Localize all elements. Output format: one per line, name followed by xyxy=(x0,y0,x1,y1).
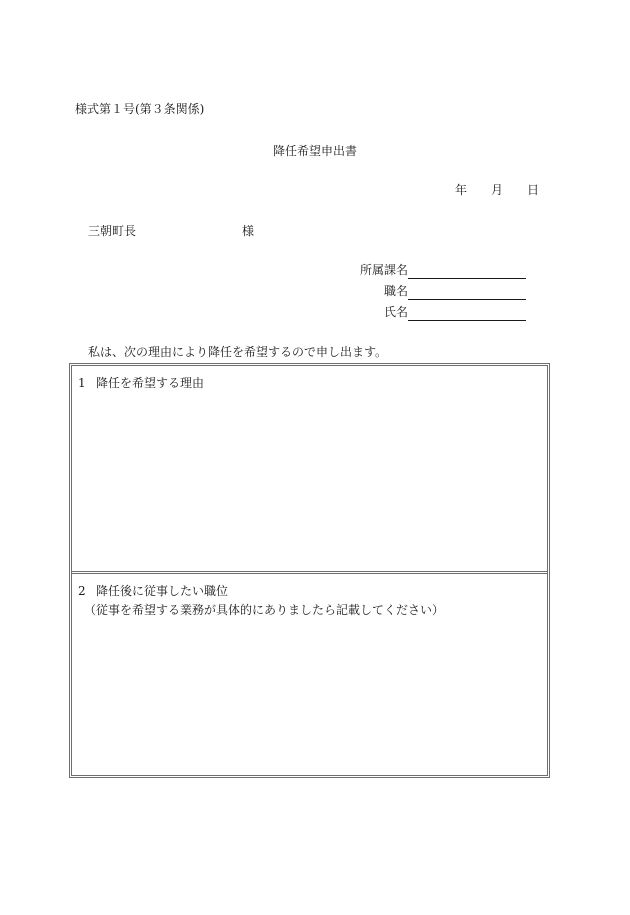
desired-position-heading-text: 降任後に従事したい職位 xyxy=(96,584,229,598)
reason-heading xyxy=(78,376,204,390)
date-month-label: 月 xyxy=(491,183,504,197)
position-underline xyxy=(408,299,526,300)
desired-position-note: （従事を希望する業務が具体的にありましたら記載してください） xyxy=(84,603,445,617)
reason-section[interactable] xyxy=(72,366,547,574)
name-underline xyxy=(408,320,526,321)
name-field[interactable] xyxy=(360,305,526,321)
date-year-label: 年 xyxy=(455,183,468,197)
reason-number: 1 xyxy=(78,376,86,390)
department-underline xyxy=(408,278,526,279)
desired-position-number: 2 xyxy=(78,584,86,598)
sections-table xyxy=(69,363,550,778)
date-line xyxy=(455,183,539,197)
document-title: 降任希望申出書 xyxy=(272,144,357,158)
position-label: 職名 xyxy=(384,284,409,298)
date-day-label: 日 xyxy=(527,183,540,197)
form-number: 様式第１号(第３条関係) xyxy=(75,102,205,116)
addressee-name: 三朝町長 xyxy=(88,224,137,238)
reason-heading-text: 降任を希望する理由 xyxy=(96,376,205,390)
position-field[interactable] xyxy=(360,284,526,300)
department-label: 所属課名 xyxy=(360,263,409,277)
department-field[interactable] xyxy=(360,263,526,279)
name-label: 氏名 xyxy=(384,305,409,319)
desired-position-section[interactable] xyxy=(72,574,547,775)
statement-text: 私は、次の理由により降任を希望するので申し出ます。 xyxy=(88,345,388,359)
addressee-honorific: 様 xyxy=(242,224,255,238)
desired-position-heading xyxy=(78,584,228,598)
